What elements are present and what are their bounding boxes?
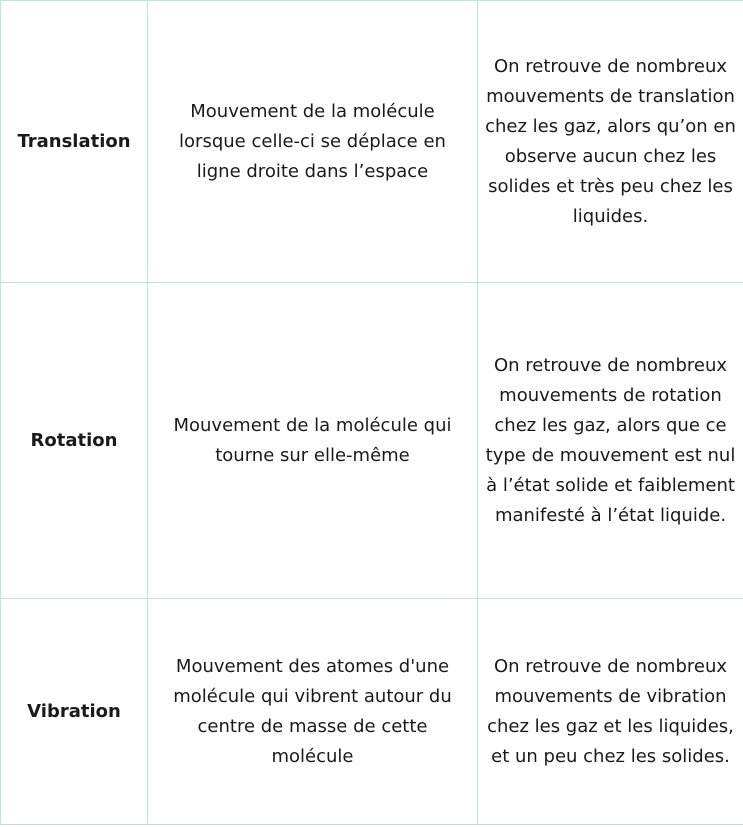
table-row-translation: [1, 1, 743, 283]
table-row-rotation: [1, 283, 743, 599]
term-cell-translation: Translation: [1, 1, 148, 283]
term-cell-vibration: Vibration: [1, 599, 148, 825]
table-row-vibration: [1, 599, 743, 825]
observation-cell-vibration: On retrouve de nombreux mouvements de vibration chez les gaz et les liquides, et un peu chez les solides.: [478, 599, 743, 825]
description-cell-translation: Mouvement de la molécule lorsque celle-ci se déplace en ligne droite dans l’espace: [148, 1, 478, 283]
description-cell-vibration: Mouvement des atomes d'une molécule qui vibrent autour du centre de masse de cette molécule: [148, 599, 478, 825]
observation-cell-rotation: On retrouve de nombreux mouvements de rotation chez les gaz, alors que ce type de mouvement est nul à l’état solide et faiblement manifesté à l’état liquide.: [478, 283, 743, 599]
observation-cell-translation: On retrouve de nombreux mouvements de translation chez les gaz, alors qu’on en observe aucun chez les solides et très peu chez les liquides.: [478, 1, 743, 283]
term-cell-rotation: Rotation: [1, 283, 148, 599]
description-cell-rotation: Mouvement de la molécule qui tourne sur elle-même: [148, 283, 478, 599]
